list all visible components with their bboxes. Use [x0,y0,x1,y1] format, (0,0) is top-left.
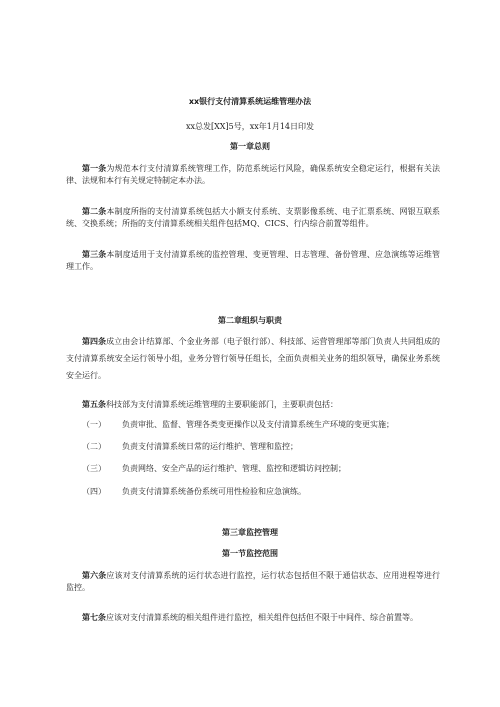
article-5 [66,398,440,411]
duty-item-number: （三） [82,464,106,473]
article-2-text: 本制度所指的支付清算系统包括大小额支付系统、支票影像系统、电子汇票系统、网银互联系统、交换系统；所指的支付清算系统相关组件包括MQ、CICS、行内综合前置等组件。 [66,207,440,228]
section-1-title: 第一节监控范围 [222,549,278,558]
duty-item-text: 负责支付清算系统日常的运行维护、管理和监控； [122,442,298,451]
article-3-text: 本制度适用于支付清算系统的监控管理、变更管理、日志管理、备份管理、应急演练等运维管理工作。 [66,250,440,271]
article-7 [66,611,440,624]
chapter-1-title: 第一章总则 [230,142,270,151]
duty-item [66,486,440,498]
duty-item-text: 负责审批、监督、管理各类变更操作以及支付清算系统生产环境的变更实施； [122,420,394,429]
article-1-label: 第一条 [82,163,107,173]
article-4-text: 成立由会计结算部、个金业务部（电子银行部）、科技部、运营管理部等部门负责人共同组成的支付清算系统安全运行领导小组，业务分管行领导任组长，全面负责相关业务的组织领导，确保业务系统安全运行。 [66,337,440,380]
duty-item-number: （一） [82,420,106,429]
chapter-3-title: 第三章监控管理 [222,528,278,537]
chapter-2-title: 第二章组织与职责 [218,316,282,325]
article-1-text: 为规范本行支付清算系统管理工作，防范系统运行风险，确保系统安全稳定运行，根据有关法律、法规和本行有关规定特制定本办法。 [66,164,440,185]
duty-item-text: 负责支付清算系统备份系统可用性检验和应急演练。 [122,487,306,496]
article-1 [66,162,440,187]
article-3-label: 第三条 [82,249,107,259]
article-6-text: 应该对支付清算系统的运行状态进行监控，运行状态包括但不限于通信状态、应用进程等进行监控。 [66,571,440,592]
article-7-text: 应该对支付清算系统的相关组件进行监控，相关组件包括但不限于中间件、综合前置等。 [106,613,418,622]
article-3 [66,248,440,273]
article-6 [66,569,440,594]
article-6-label: 第六条 [82,570,107,580]
document-title: xx银行支付清算系统运维管理办法 [188,97,312,106]
duty-item-number: （二） [82,442,106,451]
article-7-label: 第七条 [82,612,106,622]
article-2-label: 第二条 [82,206,107,216]
article-4-label: 第四条 [82,336,107,346]
duty-item [66,419,440,431]
duty-item [66,441,440,453]
duty-item [66,463,440,475]
document-subtitle: xx总发[XX]5号，xx年1月14日印发 [185,122,315,131]
duty-item-number: （四） [82,487,106,496]
article-5-text: 科技部为支付清算系统运维管理的主要职能部门，主要职责包括： [106,400,338,409]
article-4 [66,333,440,384]
article-2 [66,205,440,230]
article-5-label: 第五条 [82,399,106,409]
duty-item-text: 负责网络、安全产品的运行维护、管理、监控和逻辑访问控制； [122,464,346,473]
